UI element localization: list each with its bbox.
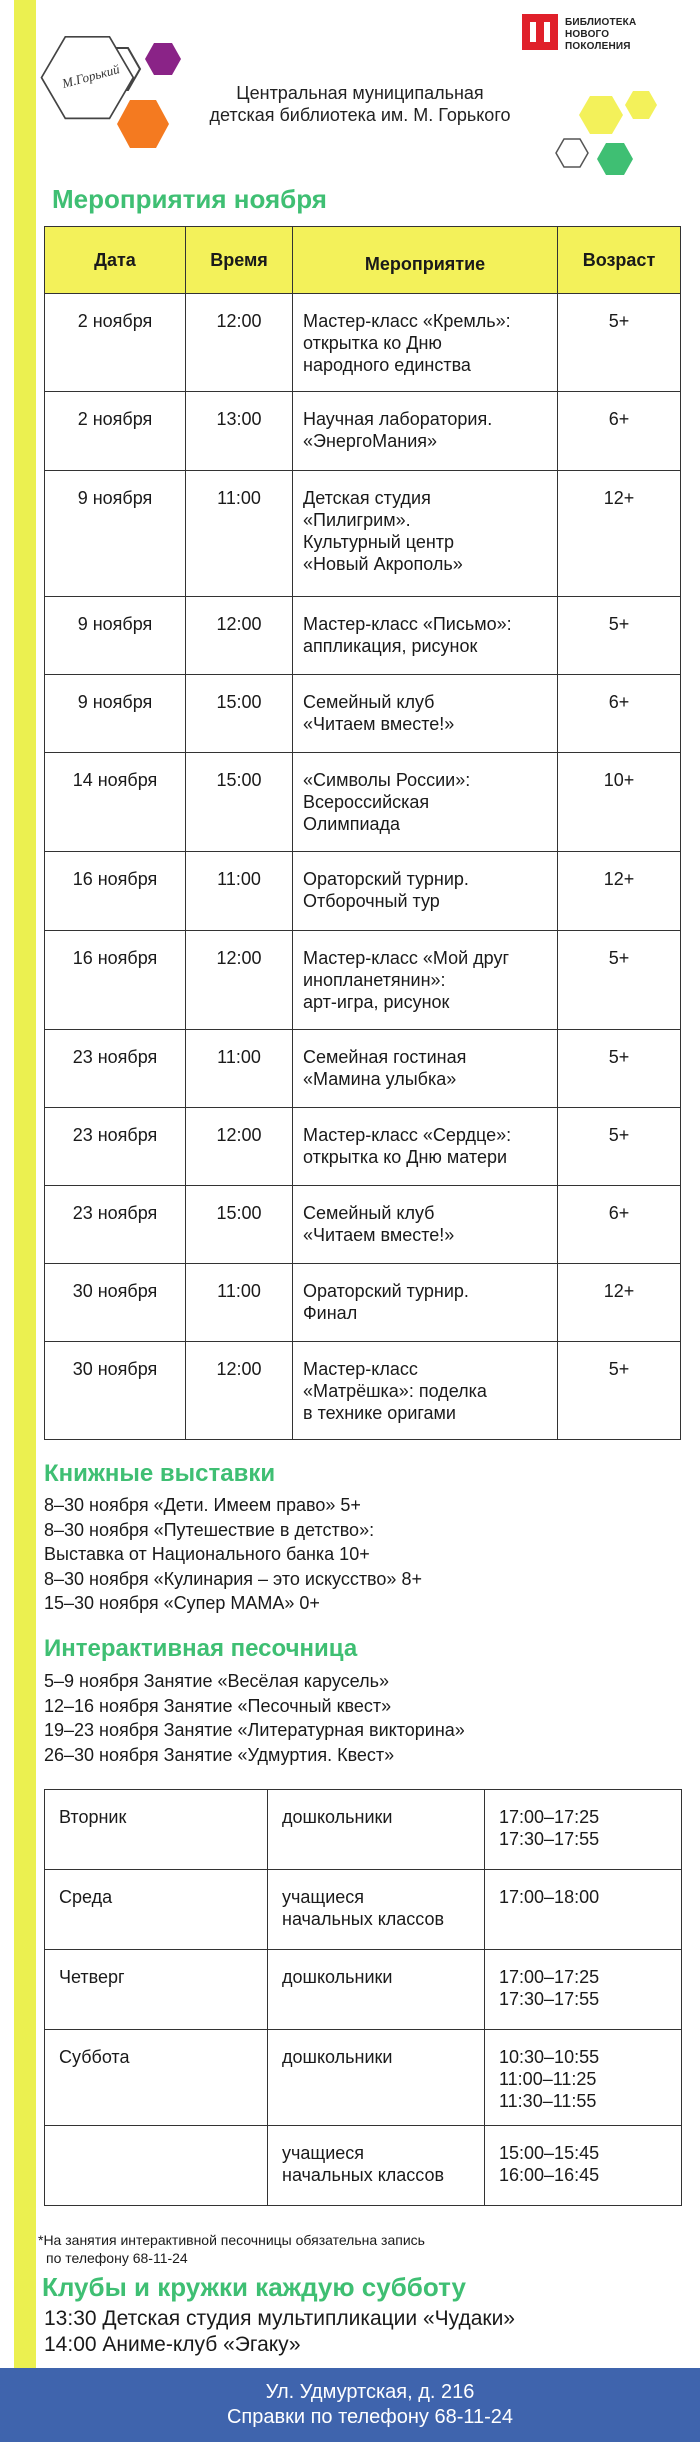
schedule-day-cell: [45, 2126, 268, 2206]
event-date-cell: 16 ноября: [45, 931, 186, 1030]
table-row: [45, 931, 681, 1030]
event-name-line: «ЭнергоМания»: [303, 431, 438, 451]
event-time-cell: 15:00: [186, 1186, 293, 1264]
schedule-row: [45, 1790, 682, 1870]
table-row: [45, 1342, 681, 1440]
event-age-cell: 12+: [558, 471, 681, 597]
event-name-line: Ораторский турнир.: [303, 1281, 469, 1301]
event-age-cell: 6+: [558, 1186, 681, 1264]
event-name-line: «Пилигрим».: [303, 510, 411, 530]
event-age-cell: 10+: [558, 753, 681, 852]
schedule-day-cell: Среда: [45, 1870, 268, 1950]
schedule-group-cell: [268, 1790, 485, 1870]
event-time-cell: 15:00: [186, 753, 293, 852]
schedule-row: [45, 1870, 682, 1950]
schedule-time-line: 17:00–17:25: [499, 1967, 600, 1987]
event-time-cell: 11:00: [186, 852, 293, 931]
event-name-line: Ораторский турнир.: [303, 869, 469, 889]
schedule-day-cell: Вторник: [45, 1790, 268, 1870]
schedule-group-line: дошкольники: [282, 1807, 393, 1827]
event-name-cell: [293, 675, 558, 753]
schedule-times-cell: [485, 1950, 682, 2030]
event-name-line: «Мамина улыбка»: [303, 1069, 457, 1089]
schedule-group-cell: [268, 1950, 485, 2030]
list-item: 14:00 Аниме-клуб «Эгаку»: [44, 2333, 301, 2356]
library-name: [200, 82, 520, 126]
table-row: [45, 294, 681, 392]
new-generation-library-text: [565, 17, 636, 53]
event-name-cell: [293, 1342, 558, 1440]
new-generation-library-logo: [520, 12, 562, 57]
list-item: 8–30 ноября «Путешествие в детство»:: [44, 1519, 375, 1540]
decorative-hexagons: [555, 88, 665, 193]
table-row: [45, 471, 681, 597]
list-item: 26–30 ноября Занятие «Удмуртия. Квест»: [44, 1744, 395, 1765]
event-name-cell: [293, 852, 558, 931]
event-name-cell: [293, 1030, 558, 1108]
library-name-line1: Центральная муниципальная: [236, 83, 484, 103]
logo-text: М.Горький: [60, 61, 122, 91]
lib-logo-line2: НОВОГО: [565, 29, 610, 40]
lib-logo-line3: ПОКОЛЕНИЯ: [565, 41, 631, 52]
list-item: 5–9 ноября Занятие «Весёлая карусель»: [44, 1671, 389, 1691]
event-name-cell: [293, 1186, 558, 1264]
event-name-line: Детская студия: [303, 488, 431, 508]
event-name-line: Мастер-класс «Сердце»:: [303, 1125, 512, 1145]
event-name-line: Семейный клуб: [303, 692, 435, 712]
schedule-group-line: дошкольники: [282, 1967, 393, 1987]
table-row: [45, 675, 681, 753]
event-name-line: Научная лаборатория.: [303, 409, 493, 429]
exhibitions-list: [44, 1493, 422, 1616]
schedule-time-line: 16:00–16:45: [499, 2165, 600, 2185]
schedule-group-cell: [268, 2030, 485, 2126]
event-date-cell: 14 ноября: [45, 753, 186, 852]
table-row: [45, 392, 681, 471]
events-header-row: [45, 227, 681, 294]
event-age-cell: 5+: [558, 1030, 681, 1108]
event-age-cell: 5+: [558, 597, 681, 675]
schedule-day-cell: Суббота: [45, 2030, 268, 2126]
sandbox-schedule-table: [44, 1789, 682, 2206]
event-date-cell: 2 ноября: [45, 294, 186, 392]
clubs-list: [44, 2306, 515, 2358]
event-time-cell: 12:00: [186, 1108, 293, 1186]
event-name-line: Культурный центр: [303, 532, 455, 552]
event-date-cell: 30 ноября: [45, 1264, 186, 1342]
event-name-line: народного единства: [303, 355, 471, 375]
event-age-cell: 5+: [558, 294, 681, 392]
schedule-day-cell: Четверг: [45, 1950, 268, 2030]
event-time-cell: 12:00: [186, 1342, 293, 1440]
event-age-cell: 6+: [558, 675, 681, 753]
event-time-cell: 13:00: [186, 392, 293, 471]
sandbox-list: [44, 1669, 465, 1767]
event-name-line: Финал: [303, 1303, 358, 1323]
event-age-cell: 12+: [558, 1264, 681, 1342]
event-name-line: Мастер-класс «Мой друг: [303, 948, 510, 968]
event-name-cell: [293, 471, 558, 597]
event-name-line: аппликация, рисунок: [303, 636, 478, 656]
event-date-cell: 30 ноября: [45, 1342, 186, 1440]
event-time-cell: 12:00: [186, 931, 293, 1030]
event-date-cell: 23 ноября: [45, 1108, 186, 1186]
table-row: [45, 753, 681, 852]
schedule-time-line: 17:00–18:00: [499, 1887, 600, 1907]
event-date-cell: 16 ноября: [45, 852, 186, 931]
event-date-cell: 2 ноября: [45, 392, 186, 471]
col-age-header: Возраст: [558, 227, 681, 294]
list-item: 19–23 ноября Занятие «Литературная викторина»: [44, 1720, 465, 1740]
list-item: Выставка от Национального банка 10+: [44, 1544, 370, 1564]
schedule-row: [45, 2126, 682, 2206]
event-time-cell: 11:00: [186, 471, 293, 597]
table-row: [45, 597, 681, 675]
table-row: [45, 1108, 681, 1186]
footer: [0, 2368, 700, 2442]
event-date-cell: 23 ноября: [45, 1030, 186, 1108]
event-age-cell: 6+: [558, 392, 681, 471]
event-name-line: Семейная гостиная: [303, 1047, 467, 1067]
lib-logo-line1: БИБЛИОТЕКА: [565, 17, 637, 28]
schedule-time-line: 17:30–17:55: [499, 1829, 600, 1849]
schedule-group-line: начальных классов: [282, 1909, 445, 1929]
note-line2: по телефону 68-11-24: [46, 2250, 188, 2266]
event-name-line: открытка ко Дню: [303, 333, 442, 353]
list-item: 13:30 Детская студия мультипликации «Чудаки»: [44, 2307, 515, 2330]
exhibitions-title: Книжные выставки: [44, 1460, 276, 1487]
schedule-group-line: учащиеся: [282, 1887, 365, 1907]
events-table: [44, 226, 681, 1440]
event-name-line: Мастер-класс: [303, 1359, 418, 1379]
event-date-cell: 23 ноября: [45, 1186, 186, 1264]
event-name-line: арт-игра, рисунок: [303, 992, 450, 1012]
footer-address: Ул. Удмуртская, д. 216: [265, 2381, 475, 2403]
event-name-cell: [293, 931, 558, 1030]
sandbox-note: [38, 2231, 425, 2267]
event-name-line: Олимпиада: [303, 814, 401, 834]
list-item: 15–30 ноября «Супер МАМА» 0+: [44, 1593, 320, 1613]
schedule-times-cell: [485, 2126, 682, 2206]
library-name-line2: детская библиотека им. М. Горького: [209, 105, 511, 125]
table-row: [45, 852, 681, 931]
event-age-cell: 12+: [558, 852, 681, 931]
schedule-time-line: 11:00–11:25: [499, 2069, 597, 2089]
event-name-cell: [293, 753, 558, 852]
schedule-time-line: 17:00–17:25: [499, 1807, 600, 1827]
event-time-cell: 11:00: [186, 1030, 293, 1108]
table-row: [45, 1186, 681, 1264]
event-name-line: «Символы России»:: [303, 770, 471, 790]
sandbox-title: Интерактивная песочница: [44, 1635, 358, 1662]
schedule-group-line: дошкольники: [282, 2047, 393, 2067]
col-date-header: Дата: [45, 227, 186, 294]
event-time-cell: 11:00: [186, 1264, 293, 1342]
event-name-line: Семейный клуб: [303, 1203, 435, 1223]
schedule-time-line: 17:30–17:55: [499, 1989, 600, 2009]
event-time-cell: 12:00: [186, 294, 293, 392]
schedule-time-line: 15:00–15:45: [499, 2143, 600, 2163]
list-item: 12–16 ноября Занятие «Песочный квест»: [44, 1695, 392, 1716]
event-time-cell: 12:00: [186, 597, 293, 675]
col-event-header: Мероприятие: [293, 227, 558, 294]
events-title: Мероприятия ноября: [52, 184, 327, 214]
event-name-line: «Матрёшка»: поделка: [303, 1381, 487, 1401]
event-name-cell: [293, 597, 558, 675]
event-name-line: Отборочный тур: [303, 891, 440, 911]
schedule-times-cell: [485, 2030, 682, 2126]
logo-emblem: [12, 35, 162, 130]
decorative-yellow-stripe: [14, 0, 36, 2442]
clubs-title: Клубы и кружки каждую субботу: [42, 2272, 466, 2302]
footer-phone: Справки по телефону 68-11-24: [226, 2406, 514, 2428]
event-name-cell: [293, 1108, 558, 1186]
schedule-group-line: учащиеся: [282, 2143, 365, 2163]
event-date-cell: 9 ноября: [45, 597, 186, 675]
schedule-group-cell: [268, 2126, 485, 2206]
event-name-cell: [293, 1264, 558, 1342]
event-name-line: Мастер-класс «Кремль»:: [303, 311, 511, 331]
schedule-times-cell: [485, 1870, 682, 1950]
event-name-line: «Читаем вместе!»: [303, 1225, 455, 1245]
event-name-cell: [293, 294, 558, 392]
event-name-line: открытка ко Дню матери: [303, 1147, 508, 1167]
table-row: [45, 1264, 681, 1342]
table-row: [45, 1030, 681, 1108]
event-name-line: Всероссийская: [303, 792, 430, 812]
event-time-cell: 15:00: [186, 675, 293, 753]
col-time-header: Время: [186, 227, 293, 294]
note-line1: *На занятия интерактивной песочницы обязательна запись: [38, 2232, 425, 2248]
event-name-line: в технике оригами: [303, 1403, 456, 1423]
schedule-row: [45, 1950, 682, 2030]
event-date-cell: 9 ноября: [45, 471, 186, 597]
event-name-line: «Новый Акрополь»: [303, 554, 463, 574]
list-item: 8–30 ноября «Кулинария – это искусство» 8+: [44, 1568, 422, 1589]
event-name-cell: [293, 392, 558, 471]
schedule-group-line: начальных классов: [282, 2165, 445, 2185]
event-age-cell: 5+: [558, 931, 681, 1030]
schedule-row: [45, 2030, 682, 2126]
event-name-line: Мастер-класс «Письмо»:: [303, 614, 512, 634]
event-date-cell: 9 ноября: [45, 675, 186, 753]
event-name-line: инопланетянин»:: [303, 970, 446, 990]
schedule-times-cell: [485, 1790, 682, 1870]
event-age-cell: 5+: [558, 1342, 681, 1440]
event-name-line: «Читаем вместе!»: [303, 714, 455, 734]
event-age-cell: 5+: [558, 1108, 681, 1186]
schedule-group-cell: [268, 1870, 485, 1950]
schedule-time-line: 11:30–11:55: [499, 2091, 597, 2111]
schedule-time-line: 10:30–10:55: [499, 2047, 600, 2067]
list-item: 8–30 ноября «Дети. Имеем право» 5+: [44, 1495, 361, 1515]
